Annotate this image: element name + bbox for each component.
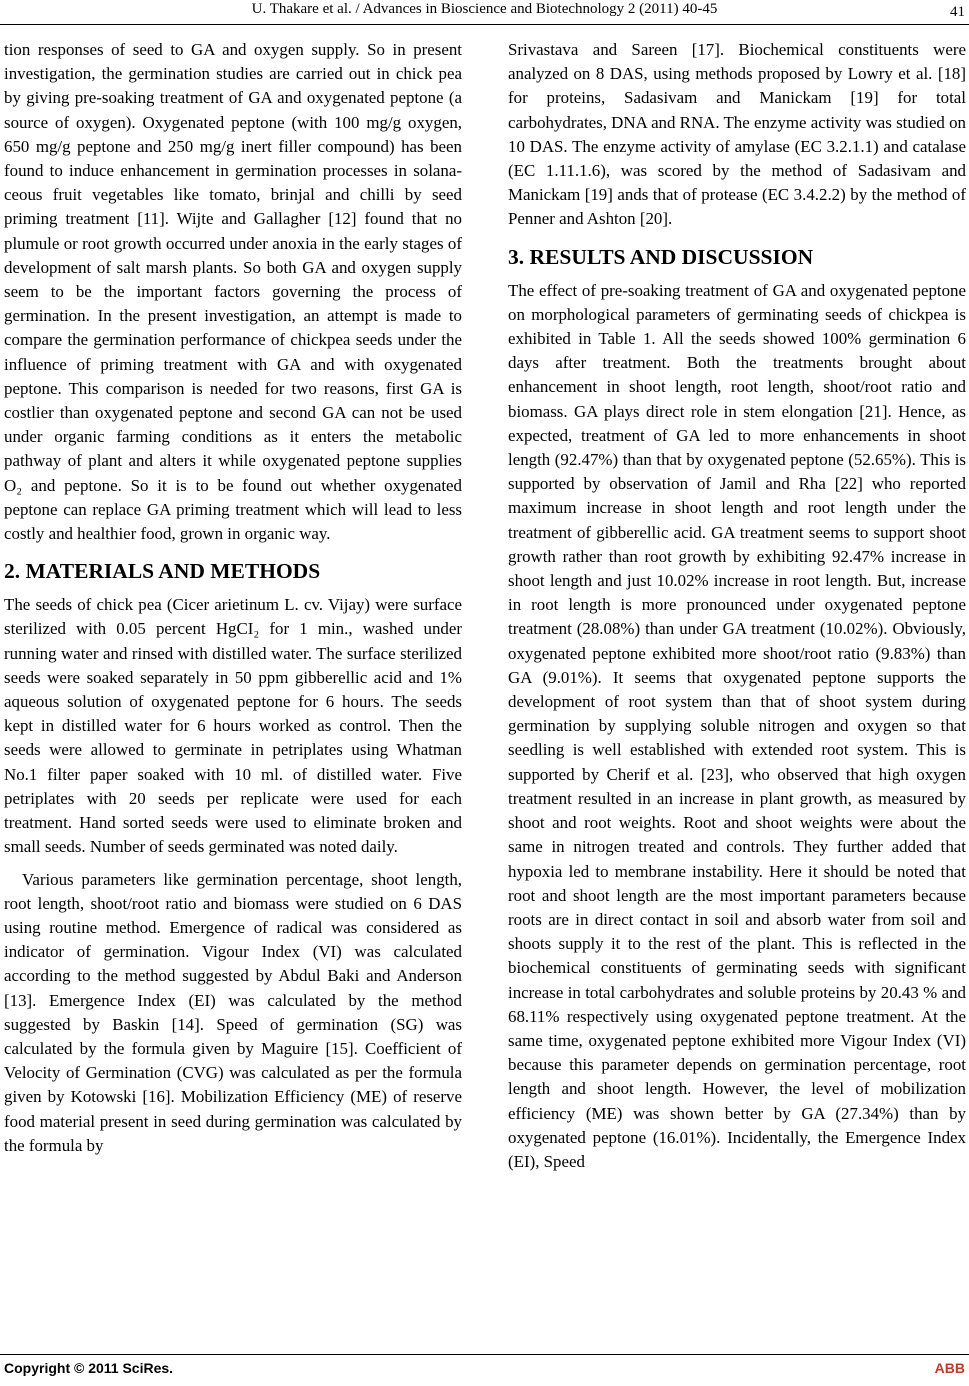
- section-heading-methods: 2. MATERIALS AND METHODS: [4, 559, 321, 584]
- copyright-notice: Copyright © 2011 SciRes.: [4, 1360, 174, 1376]
- page-number: 41: [950, 4, 965, 20]
- header-rule: [0, 24, 969, 25]
- right-column: [508, 38, 966, 1174]
- section-heading-results: 3. RESULTS AND DISCUSSION: [508, 244, 814, 269]
- paragraph-methods-seeds: The seeds of chick pea (Cicer arietinum L. cv. Vijay) were surface sterilized with 0.05 percent HgCI₂ for 1 min., washed under running water and rinsed with distilled water. The surface sterilized seeds were soaked separately in 50 ppm gibberellic acid and 1% aqueous solution of oxygenated peptone for 6 hours. The seeds kept in distilled water for 6 hours worked as control. Then the seeds were allowed to germinate in petriplates using Whatman No.1 filter paper soaked with 10 ml. of distilled water. Five petriplates with 20 seeds per replicate were used for each treatment. Hand sorted seeds were used to eliminate broken and small seeds. Number of seeds germinated was noted daily.: [4, 595, 462, 857]
- running-head: U. Thakare et al. / Advances in Bioscience and Biotechnology 2 (2011) 40-45: [251, 1, 718, 17]
- paragraph-methods-parameters: Various parameters like germination percentage, shoot length, root length, shoot/root ratio and biomass were studied on 6 DAS using routine method. Emergence of radical was considered as indicator of germination. Vigour Index (VI) was calculated according to the method suggested by Abdul Baki and Anderson [13]. Emergence Index (EI) was calculated by the method suggested by Baskin [14]. Speed of germination (SG) was calculated by the formula given by Maguire [15]. Coefficient of Velocity of Germination (CVG) was calculated as per the formula given by Kotowski [16]. Mobilization Efficiency (ME) of reserve food material present in seed during germination was calculated by the formula by: [4, 869, 462, 1155]
- left-column: [4, 38, 462, 1158]
- paragraph-results: The effect of pre-soaking treatment of GA and oxygenated peptone on morphological parameters of germinating seeds of chickpea is exhibited in Table 1. All the seeds showed 100% germination 6 days after treatment. Both the treatments brought about enhancement in shoot length, root length, shoot/root ratio and biomass. GA plays direct role in stem elongation [21]. Hence, as expected, treatment of GA led to more enhancements in shoot length (92.47%) than that by oxygenated peptone (52.65%). This is supported by observation of Jamil and Rha [22] who reported maximum increase in shoot length and root length under the treatment of gibberellic acid. GA treatment seems to support shoot growth rather than root growth by exhibiting 92.47% increase in shoot length and just 10.02% increase in root length. But, increase in root length is more pronounced under oxygenated peptone treatment (28.08%) than under GA treatment (10.02%). Obviously, oxygenated peptone exhibited more shoot/root ratio (9.83%) than GA (9.01%). It seems that oxygenated peptone supports the development of root system than that of shoot system during germination by supplying soluble nitrogen and oxygen so that seedling is well established with extended root system. This is supported by Cherif et al. [23], who observed that high oxygen treatment resulted in an increase in plant growth, as measured by shoot and root weights. Root and shoot weights were about the same in nitrogen treated and controls. They further added that hypoxia led to membrane instability. Here it should be noted that root and shoot length are the most important parameters because roots are in direct contact in soil and absorb water from soil and shoots supply it to the rest of the plant. This is reflected in the biochemical constituents of germinating seeds with significant increase in total carbohydrates and soluble proteins by 20.43 % and 68.11% respectively using oxygenated peptone treatment. At the same time, oxygenated peptone exhibited more Vigour Index (VI) because this parameter depends on germination percentage, root length and shoot length. However, the level of mobilization efficiency (ME) was shown better by GA (27.34%) than by oxygenated peptone (16.01%). Incidentally, the Emergence Index (EI), Speed: [508, 280, 966, 1171]
- running-header: [0, 0, 969, 24]
- footer-rule: [0, 1354, 969, 1355]
- paragraph-intro-continued: tion responses of seed to GA and oxygen supply. So in present investigation, the germination studies are carried out in chick pea by giving pre-soaking treatment of GA and oxygenated peptone (a source of oxygen). Oxygenated peptone (with 100 mg/g oxygen, 650 mg/g peptone and 250 mg/g inert filler compound) has been found to induce enhancement in germination processes in solanaceous fruit vegetables like tomato, brinjal and chilli by seed priming treatment [11]. Wijte and Gallagher [12] found that no plumule or root growth occurred under anoxia in the early stages of development of salt marsh plants. So both GA and oxygen supply seem to be the important factors governing the process of germination. In the present investigation, an attempt is made to compare the germination performance of chickpea seeds under the influence of priming treatment with GA and with oxygenated peptone. This comparison is needed for two reasons, first GA is costlier than oxygenated peptone and second GA can not be used under organic farming conditions as it enters the metabolic pathway of plant and alters it while oxygenated peptone supplies O₂ and peptone. So it is to be found out whether oxygenated peptone can replace GA priming treatment which will lead to less costly and healthier food, grown in organic way.: [4, 40, 462, 544]
- paragraph-methods-continued: Srivastava and Sareen [17]. Biochemical constituents were analyzed on 8 DAS, using methods proposed by Lowry et al. [18] for proteins, Sadasivam and Manickam [19] for total carbohydrates, DNA and RNA. The enzyme activity was studied on 10 DAS. The enzyme activity of amylase (EC 3.2.1.1) and catalase (EC 1.11.1.6), was scored by the method of Sadasivam and Manickam [19] ands that of protease (EC 3.4.2.2) by the method of Penner and Ashton [20].: [508, 40, 966, 229]
- journal-tag: ABB: [934, 1360, 965, 1376]
